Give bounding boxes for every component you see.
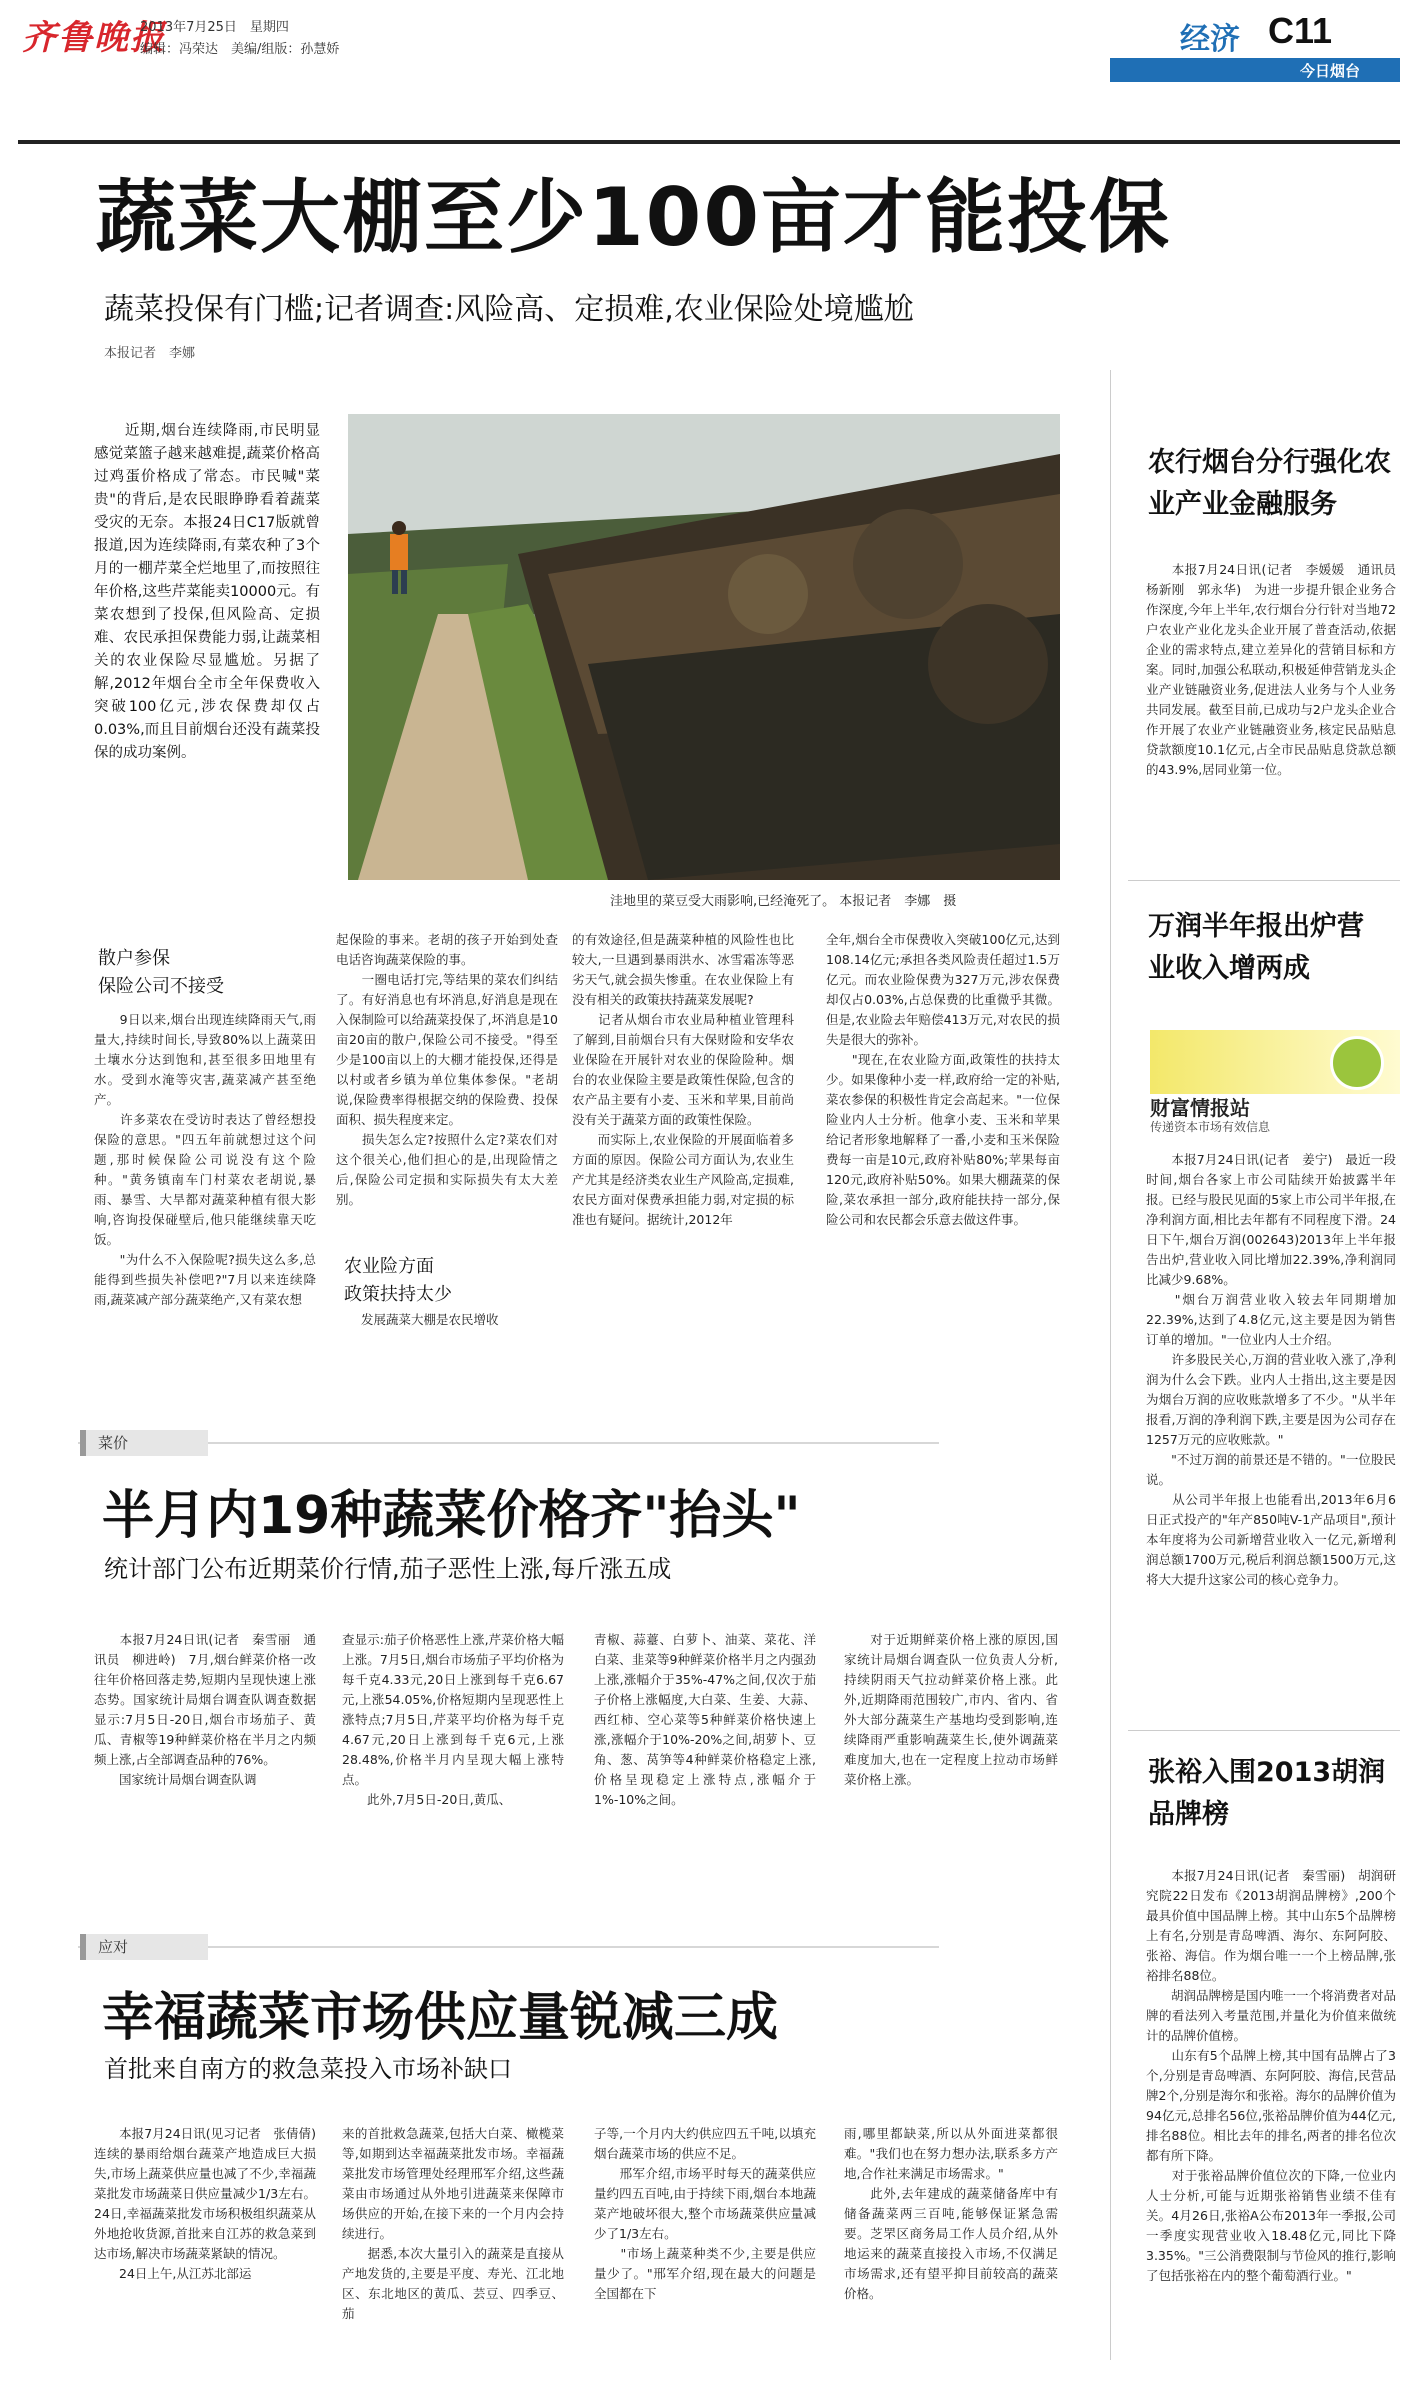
section-name: 经济 xyxy=(1180,22,1240,57)
sidebar-story3-title: 张裕入围2013胡润品牌榜 xyxy=(1148,1757,1386,1830)
sidebar-story1-title: 农行烟台分行强化农业产业金融服务 xyxy=(1148,447,1391,520)
sidebar-story3-body: 本报7月24日讯(记者 秦雪丽) 胡润研究院22日发布《2013胡润品牌榜》,200个最具价值中国品牌上榜。其中山东5个品牌榜上有名,分别是青岛啤酒、海尔、东阿阿胶、张裕、海信。作为烟台唯一一个上榜品牌,张裕排名88位。 胡润品牌榜是国内唯一一个将消费者对品牌的看法列入考量范围,并量化为价值来做统计的品牌价值榜。 山东有5个品牌上榜,其中国有品牌占了3个,分别是青岛啤酒、东阿阿胶、海信,民营品牌2个,分别是海尔和张裕。海尔的品牌价值为94亿元,总排名56位,张裕品牌价值为44亿元,排名88位。相比去年的排名,两者的排名位次都有所下降。 对于张裕品牌价值位次的下降,一位业内人士分析,可能与近期张裕销售业绩不佳有关。4月26日,张裕A公布2013年一季报,公司一季度实现营业收入18.48亿元,同比下降3.35%。"三公消费限制与节俭风的推行,影响了包括张裕在内的整个葡萄酒行业。" xyxy=(1146,1868,1397,2283)
article2-tag: 菜价 xyxy=(80,1430,208,1456)
sidebar-story2-title: 万润半年报出炉营业收入增两成 xyxy=(1148,911,1364,984)
article2-col2: 查显示:茄子价格恶性上涨,芹菜价格大幅上涨。7月5日,烟台市场茄子平均价格为每千克4.33元,20日上涨到每千克6.67元,上涨54.05%,价格短期内呈现恶性上涨特点;7月5日,芹菜平均价格为每千克4.67元,20日上涨到每千克6元,上涨28.48%,价格半月内呈现大幅上涨特点。 此外,7月5日-20日,黄瓜、 xyxy=(342,1632,564,1807)
lead-col4-text: 全年,烟台全市保费收入突破100亿元,达到108.14亿元;承担各类风险责任超过1.5万亿元。而农业险保费为327万元,涉农保费却仅占0.03%,占总保费的比重微乎其微。但是,农业险去年赔偿413万元,对农民的损失是很大的弥补。 "现在,在农业险方面,政策性的扶持太少。如果像种小麦一样,政府给一定的补贴,菜农参保的积极性肯定会高起来。"一位保险业内人士分析。他拿小麦、玉米和苹果给记者形象地解释了一番,小麦和玉米保险费每一亩是10元,政府补贴80%;苹果每亩120元,政府补贴50%。如果大棚蔬菜的保险,菜农承担一部分,政府能扶持一部分,保险公司和农民都会乐意去做这件事。 xyxy=(826,932,1060,1227)
article3-col2: 来的首批救急蔬菜,包括大白菜、橄榄菜等,如期到达幸福蔬菜批发市场。幸福蔬菜批发市场管理处经理邢军介绍,这些蔬菜由市场通过从外地引进蔬菜来保障市场供应的开始,在接下来的一个月内会持续进行。 据悉,本次大量引入的蔬菜是直接从产地发货的,主要是平度、寿光、江北地区、东北地区的黄瓜、芸豆、四季豆、茄 xyxy=(342,2126,564,2321)
article2-subtitle: 统计部门公布近期菜价行情,茄子恶性上涨,每斤涨五成 xyxy=(104,1555,672,1583)
lead-byline: 本报记者 李娜 xyxy=(104,346,196,361)
sidebar-rule1 xyxy=(1128,880,1400,881)
lead-subtitle: 蔬菜投保有门槛;记者调查:风险高、定损难,农业保险处境尴尬 xyxy=(104,292,914,327)
article3-col4: 雨,哪里都缺菜,所以从外面进菜都很难。"我们也在努力想办法,联系多方产地,合作社来满足市场需求。" 此外,去年建成的蔬菜储备库中有储备蔬菜两三百吨,能够保证紧急需要。芝罘区商务局工作人员介绍,从外地运来的蔬菜直接投入市场,不仅满足市场需求,还有望平抑目前较高的蔬菜价格。 xyxy=(844,2126,1058,2301)
wealth-badge-title: 财富情报站 xyxy=(1150,1096,1250,1120)
article2-col4: 对于近期鲜菜价格上涨的原因,国家统计局烟台调查队一位负责人分析,持续阴雨天气拉动鲜菜价格上涨。此外,近期降雨范围较广,市内、省内、省外大部分蔬菜生产基地均受到影响,连续降雨严重影响蔬菜生长,使外调蔬菜难度加大,也在一定程度上拉动市场鲜菜价格上涨。 xyxy=(844,1632,1058,1787)
article2-col1: 本报7月24日讯(记者 秦雪丽 通讯员 柳进岭) 7月,烟台鲜菜价格一改往年价格回落走势,短期内呈现快速上涨态势。国家统计局烟台调查队调查数据显示:7月5日-20日,烟台市场茄子、黄瓜、青椒等19种鲜菜价格在半月之内频频上涨,占全部调查品种的76%。 国家统计局烟台调查队调 xyxy=(94,1632,316,1787)
article3-col1: 本报7月24日讯(见习记者 张倩倩) 连续的暴雨给烟台蔬菜产地造成巨大损失,市场上蔬菜供应量也减了不少,幸福蔬菜批发市场蔬菜日供应量减少1/3左右。24日,幸福蔬菜批发市场积极组织蔬菜从外地抢收货源,首批来自江苏的救急菜到达市场,解决市场蔬菜紧缺的情况。 24日上午,从江苏北部运 xyxy=(94,2126,316,2281)
sidebar-story1-body: 本报7月24日讯(记者 李媛媛 通讯员 杨新刚 郭永华) 为进一步提升银企业务合作深度,今年上半年,农行烟台分行针对当地72户农业产业化龙头企业开展了普查活动,依据企业的需求特点,建立差异化的营销目标和方案。同时,加强公私联动,积极延伸营销龙头企业产业链融资业务,促进法人业务与个人业务共同发展。截至目前,已成功与2户龙头企业合作开展了农业产业链融资业务,核定民品贴息贷款额度10.1亿元,占全市民品贴息贷款总额的43.9%,居同业第一位。 xyxy=(1146,562,1409,777)
masthead xyxy=(0,0,1417,140)
lead-intro: 近期,烟台连续降雨,市民明显感觉菜篮子越来越难提,蔬菜价格高过鸡蛋价格成了常态。市民喊"菜贵"的背后,是农民眼睁睁看着蔬菜受灾的无奈。本报24日C17版就曾报道,因为连续降雨,有菜农种了3个月的一棚芹菜全烂地里了,而按照往年价格,这些芹菜能卖10000元。有菜农想到了投保,但风险高、定损难、农民承担保费能力弱,让蔬菜相关的农业保险尽显尴尬。另据了解,2012年烟台全市全年保费收入突破100亿元,涉农保费却仅占0.03%,而且目前烟台还没有蔬菜投保的成功案例。 xyxy=(94,423,320,761)
article2-col3: 青椒、蒜薹、白萝卜、油菜、菜花、洋白菜、韭菜等9种鲜菜价格半月之内强劲上涨,涨幅介于35%-47%之间,仅次于茄子价格上涨幅度,大白菜、生姜、大蒜、西红柿、空心菜等5种鲜菜价格快速上涨,涨幅介于10%-20%之间,胡萝卜、豆角、葱、莴笋等4种鲜菜价格稳定上涨,价格呈现稳定上涨特点,涨幅介于1%-10%之间。 xyxy=(594,1632,816,1807)
lead-col2-heading2: 政策扶持太少 xyxy=(344,1284,452,1305)
magnifier-icon xyxy=(1330,1036,1384,1090)
article3-tag: 应对 xyxy=(80,1934,208,1960)
newspaper-logo: 齐鲁晚报 xyxy=(22,18,166,58)
photo-caption: 洼地里的菜豆受大雨影响,已经淹死了。 本报记者 李娜 摄 xyxy=(610,894,957,909)
lead-col2-heading1: 农业险方面 xyxy=(344,1256,434,1277)
article3-headline: 幸福蔬菜市场供应量锐减三成 xyxy=(102,1988,779,2048)
subsection-label: 今日烟台 xyxy=(1299,62,1360,80)
wealth-badge-subtitle: 传递资本市场有效信息 xyxy=(1150,1120,1271,1134)
vegetable-field-photo xyxy=(348,414,1060,880)
page-number: C11 xyxy=(1268,10,1333,51)
article3-col3: 子等,一个月内大约供应四五千吨,以填充烟台蔬菜市场的供应不足。 邢军介绍,市场平时每天的蔬菜供应量约四五百吨,由于持续下雨,烟台本地蔬菜产地破坏很大,整个市场蔬菜供应量减少了1/3左右。 "市场上蔬菜种类不少,主要是供应量少了。"邢军介绍,现在最大的问题是全国都在下 xyxy=(594,2126,816,2301)
sidebar-rule2 xyxy=(1128,1730,1400,1731)
lead-col2-tail: 发展蔬菜大棚是农民增收 xyxy=(336,1312,499,1327)
wealth-badge xyxy=(1150,1030,1400,1132)
lead-col2-text: 起保险的事来。老胡的孩子开始到处查电话咨询蔬菜保险的事。 一圈电话打完,等结果的菜农们纠结了。有好消息也有坏消息,好消息是现在入保制险可以给蔬菜投保了,坏消息是10亩20亩的散户,保险公司不接受。"得至少是100亩以上的大棚才能投保,还得是以村或者乡镇为单位集体参保。"老胡说,保险费率得根据交纳的保险费、投保面积、损失程度来定。 损失怎么定?按照什么定?菜农们对这个很关心,他们担心的是,出现险情之后,保险公司定损和实际损失有太大差别。 xyxy=(336,932,558,1207)
lead-col1-text: 9日以来,烟台出现连续降雨天气,雨量大,持续时间长,导致80%以上蔬菜田土壤水分达到饱和,甚至很多田地里有水。受到水淹等灾害,蔬菜减产甚至绝产。 许多菜农在受访时表达了曾经想投保险的意思。"四五年前就想过这个问题,那时候保险公司说没有这个险种。"黄务镇南车门村菜农老胡说,暴雨、暴雪、大旱都对蔬菜种植有很大影响,咨询投保碰壁后,他只能继续靠天吃饭。 "为什么不入保险呢?损失这么多,总能得到些损失补偿吧?"7月以来连续降雨,蔬菜减产部分蔬菜绝产,又有菜农想 xyxy=(94,1012,316,1307)
lead-col1-heading1: 散户参保 xyxy=(98,948,170,969)
lead-col3-text: 的有效途径,但是蔬菜种植的风险性也比较大,一旦遇到暴雨洪水、冰雪霜冻等恶劣天气,就会损失惨重。在农业保险上有没有相关的政策扶持蔬菜发展呢? 记者从烟台市农业局种植业管理科了解到,目前烟台只有大保财险和安华农业保险在开展针对农业的保险险种。烟台的农业保险主要是政策性保险,包含的农产品主要有小麦、玉米和苹果,目前尚没有关于蔬菜方面的政策性保险。 而实际上,农业保险的开展面临着多方面的原因。保险公司方面认为,农业生产尤其是经济类农业生产风险高,定损难,农民方面对保费承担能力弱,对定损的标准也有疑问。据统计,2012年 xyxy=(572,932,794,1227)
lead-headline: 蔬菜大棚至少100亩才能投保 xyxy=(96,171,1171,264)
lead-col1-heading2: 保险公司不接受 xyxy=(98,976,224,997)
article3-subtitle: 首批来自南方的救急菜投入市场补缺口 xyxy=(104,2055,512,2083)
subsection-band xyxy=(1110,58,1400,82)
article2-headline: 半月内19种蔬菜价格齐"抬头" xyxy=(102,1486,801,1546)
lead-photo xyxy=(348,414,1060,880)
masthead-divider xyxy=(18,140,1400,144)
editor-credits: 编辑：冯荣达 美编/组版：孙慧娇 xyxy=(140,42,340,57)
sidebar-divider xyxy=(1110,370,1111,2360)
sidebar-story2-body: 本报7月24日讯(记者 姜宁) 最近一段时间,烟台各家上市公司陆续开始披露半年报。已经与股民见面的5家上市公司半年报,在净利润方面,相比去年都有不同程度下滑。24日下午,烟台万润(002643)2013年上半年报告出炉,营业收入同比增加22.39%,净利润同比减少9.68%。 "烟台万润营业收入较去年同期增加22.39%,达到了4.8亿元,这主要是因为销售订单的增加。"一位业内人士介绍。 许多股民关心,万润的营业收入涨了,净利润为什么会下跌。业内人士指出,这主要是因为烟台万润的应收账款增多了不少。"从半年报看,万润的净利润下跌,主要是因为公司存在1257万元的应收账款。" "不过万润的前景还是不错的。"一位股民说。 从公司半年报上也能看出,2013年6月6日正式投产的"年产850吨V-1产品项目",预计本年度将为公司新增营业收入一亿元,新增利润总额1700万元,税后利润总额1500万元,这将大大提升这家公司的核心竞争力。 xyxy=(1146,1152,1396,1587)
issue-date: 2013年7月25日 星期四 xyxy=(140,20,289,35)
